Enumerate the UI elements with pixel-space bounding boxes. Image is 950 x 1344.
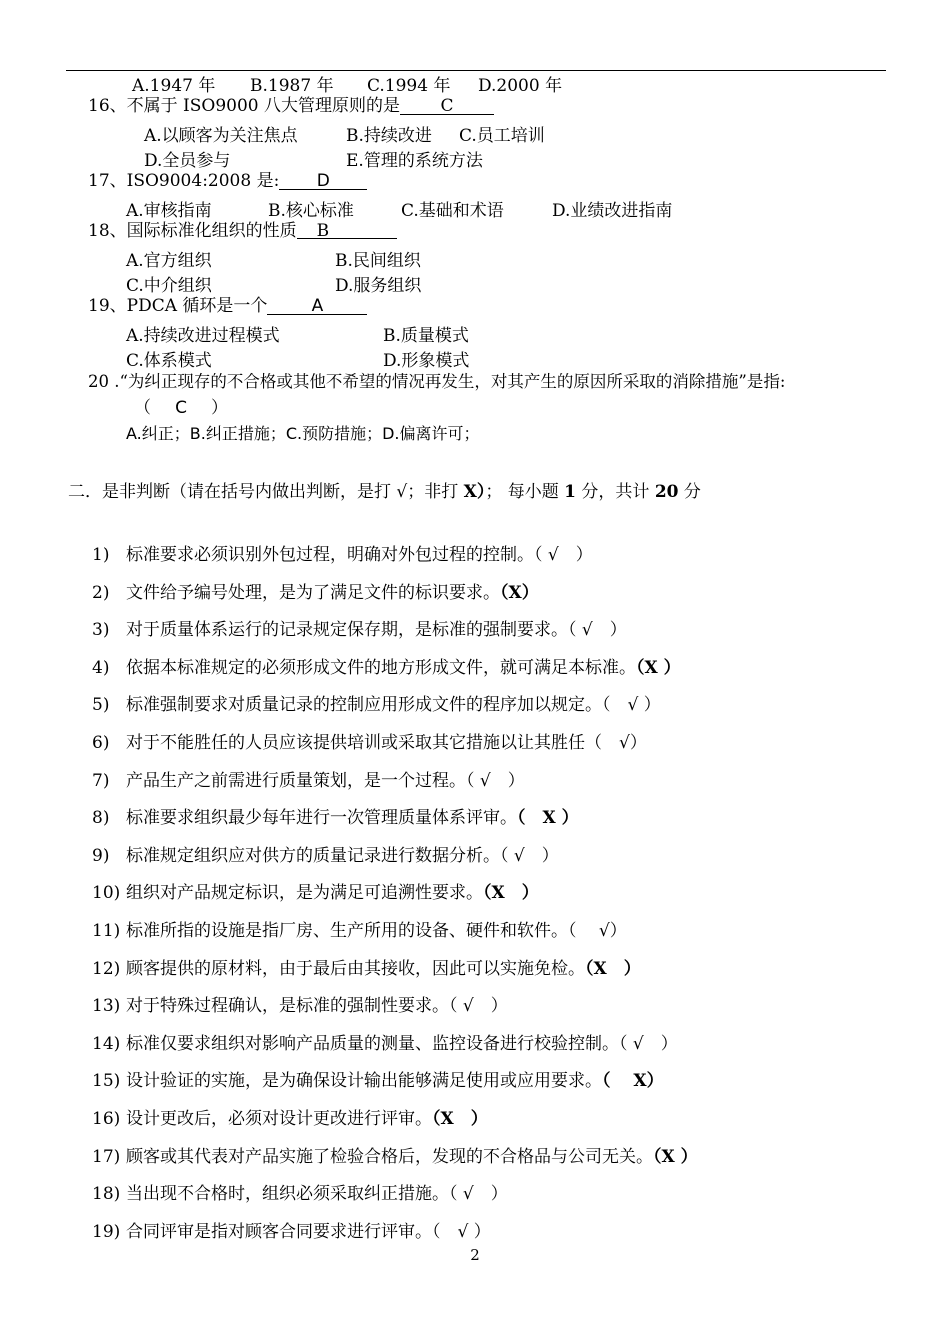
q15-option-b: B.1987 年 bbox=[250, 76, 334, 96]
judgment-number: 11) bbox=[92, 921, 121, 941]
judgment-text: 标准要求组织最少每年进行一次管理质量体系评审。 bbox=[126, 808, 517, 829]
q16-stem bbox=[88, 96, 494, 116]
judgment-number: 14) bbox=[92, 1033, 121, 1054]
q19-answer: A bbox=[267, 296, 367, 315]
section2-mid2: 分，共计 bbox=[576, 482, 655, 502]
q20-paren-open: （ bbox=[134, 398, 151, 418]
q18-stem-text: 18、国际标准化组织的性质 bbox=[88, 221, 297, 241]
judgment-item bbox=[92, 1184, 508, 1204]
judgment-number: 15) bbox=[92, 1071, 121, 1092]
judgment-text: 对于不能胜任的人员应该提供培训或采取其它措施以让其胜任 bbox=[126, 733, 585, 753]
q17-stem-text: 17、ISO9004:2008 是: bbox=[88, 171, 280, 191]
q16-option-c: C.员工培训 bbox=[459, 126, 545, 146]
judgment-item bbox=[92, 846, 559, 866]
q20-paren-close: ） bbox=[211, 398, 228, 418]
judgment-item bbox=[92, 771, 525, 791]
q18-stem bbox=[88, 221, 397, 241]
judgment-number: 10) bbox=[92, 883, 121, 904]
judgment-text: 文件给予编号处理，是为了满足文件的标识要求。 bbox=[126, 582, 500, 603]
judgment-text: 当出现不合格时，组织必须采取纠正措施。 bbox=[126, 1184, 449, 1205]
judgment-mark: （X ） bbox=[483, 883, 539, 904]
judgment-number: 12) bbox=[92, 958, 121, 979]
q16-answer: C bbox=[400, 96, 494, 115]
judgment-item bbox=[92, 695, 661, 715]
judgment-text: 对于质量体系运行的记录规定保存期，是标准的强制要求。 bbox=[126, 620, 568, 641]
q15-option-a: A.1947 年 bbox=[132, 76, 216, 96]
section2-heading bbox=[68, 482, 701, 502]
judgment-item bbox=[92, 1147, 698, 1167]
judgment-number: 16) bbox=[92, 1109, 121, 1129]
judgment-item bbox=[92, 808, 579, 828]
judgment-mark: （ √ ） bbox=[449, 1184, 508, 1205]
judgment-text: 设计验证的实施，是为确保设计输出能够满足使用或应用要求。 bbox=[126, 1071, 602, 1092]
judgment-mark: （ √） bbox=[568, 921, 627, 941]
judgment-number: 8) bbox=[92, 808, 110, 829]
judgment-number: 13) bbox=[92, 996, 121, 1017]
judgment-item bbox=[92, 1034, 678, 1054]
section2-prefix: 二．是非判断（请在括号内做出判断，是打 √；非打 bbox=[68, 482, 464, 502]
judgment-text: 标准规定组织应对供方的质量记录进行数据分析。 bbox=[126, 845, 500, 866]
judgment-mark: （ √ ） bbox=[500, 845, 559, 866]
judgment-mark: （ √ ） bbox=[602, 695, 661, 716]
judgment-item bbox=[92, 1071, 664, 1091]
section2-mid: ； 每小题 bbox=[485, 482, 565, 502]
judgment-mark: （ √） bbox=[585, 733, 647, 753]
judgment-number: 6) bbox=[92, 733, 110, 753]
judgment-mark: （ √ ） bbox=[449, 996, 508, 1017]
judgment-mark: （X ） bbox=[636, 657, 681, 678]
judgment-number: 19) bbox=[92, 1221, 121, 1242]
judgment-item bbox=[92, 545, 593, 565]
q18-option-c: C.中介组织 bbox=[126, 276, 212, 296]
judgment-number: 18) bbox=[92, 1184, 121, 1205]
q16-option-e: E.管理的系统方法 bbox=[346, 151, 483, 171]
q20-stem: 20 .“为纠正现存的不合格或其他不希望的情况再发生，对其产生的原因所采取的消除措施”是指: bbox=[88, 372, 786, 391]
judgment-text: 对于特殊过程确认，是标准的强制性要求。 bbox=[126, 996, 449, 1017]
section2-score-each: 1 bbox=[564, 482, 576, 502]
q17-option-b: B.核心标准 bbox=[268, 201, 354, 221]
judgment-mark: （ √ ） bbox=[432, 1221, 491, 1242]
judgment-item bbox=[92, 921, 627, 941]
q16-option-a: A.以顾客为关注焦点 bbox=[144, 126, 298, 146]
q20-answer-line bbox=[134, 398, 228, 418]
judgment-mark: （ X ） bbox=[517, 808, 579, 829]
judgment-number: 3) bbox=[92, 620, 110, 641]
judgment-text: 标准强制要求对质量记录的控制应用形成文件的程序加以规定。 bbox=[126, 695, 602, 716]
judgment-text: 标准所指的设施是指厂房、生产所用的设备、硬件和软件。 bbox=[126, 921, 568, 941]
q19-stem bbox=[88, 296, 367, 316]
q18-answer: B bbox=[297, 221, 397, 239]
page-number: 2 bbox=[470, 1246, 480, 1264]
judgment-mark: （ √ ） bbox=[466, 770, 525, 791]
judgment-text: 顾客或其代表对产品实施了检验合格后，发现的不合格品与公司无关。 bbox=[126, 1146, 653, 1167]
judgment-mark: （X ） bbox=[653, 1146, 698, 1167]
judgment-text: 产品生产之前需进行质量策划，是一个过程。 bbox=[126, 770, 466, 791]
q18-option-d: D.服务组织 bbox=[335, 276, 422, 296]
q17-answer: D bbox=[279, 171, 367, 190]
judgment-mark: （ X） bbox=[602, 1071, 664, 1092]
judgment-item bbox=[92, 583, 539, 603]
q19-option-a: A.持续改进过程模式 bbox=[126, 326, 280, 346]
judgment-item bbox=[92, 620, 627, 640]
judgment-mark: （ √ ） bbox=[619, 1033, 678, 1054]
q15-option-d: D.2000 年 bbox=[478, 76, 563, 96]
judgment-item bbox=[92, 1109, 488, 1129]
judgment-number: 9) bbox=[92, 845, 110, 866]
judgment-text: 合同评审是指对顾客合同要求进行评审。 bbox=[126, 1221, 432, 1242]
judgment-item bbox=[92, 959, 641, 979]
judgment-number: 7) bbox=[92, 770, 110, 791]
judgment-mark: （X ） bbox=[585, 958, 641, 979]
judgment-text: 设计更改后，必须对设计更改进行评审。 bbox=[126, 1109, 432, 1129]
q16-option-d: D.全员参与 bbox=[144, 151, 231, 171]
judgment-item bbox=[92, 733, 647, 753]
q19-option-b: B.质量模式 bbox=[383, 326, 469, 346]
judgment-text: 标准仅要求组织对影响产品质量的测量、监控设备进行校验控制。 bbox=[126, 1033, 619, 1054]
judgment-item bbox=[92, 996, 508, 1016]
section2-suffix: 分 bbox=[678, 482, 701, 502]
judgment-text: 依据本标准规定的必须形成文件的地方形成文件，就可满足本标准。 bbox=[126, 657, 636, 678]
q16-stem-text: 16、不属于 ISO9000 八大管理原则的是 bbox=[88, 96, 401, 116]
q17-option-d: D.业绩改进指南 bbox=[552, 201, 673, 221]
judgment-number: 5) bbox=[92, 695, 110, 716]
judgment-number: 1) bbox=[92, 545, 110, 565]
q17-option-a: A.审核指南 bbox=[126, 201, 212, 221]
section2-x-mark: X） bbox=[463, 482, 486, 502]
q15-option-c: C.1994 年 bbox=[367, 76, 451, 96]
judgment-mark: （ √ ） bbox=[534, 545, 593, 565]
q19-option-d: D.形象模式 bbox=[383, 351, 470, 371]
q16-option-b: B.持续改进 bbox=[346, 126, 432, 146]
judgment-number: 2) bbox=[92, 582, 110, 603]
judgment-item bbox=[92, 658, 681, 678]
q18-option-a: A.官方组织 bbox=[126, 251, 212, 271]
judgment-item bbox=[92, 883, 539, 903]
judgment-item bbox=[92, 1222, 491, 1242]
q19-option-c: C.体系模式 bbox=[126, 351, 212, 371]
q20-answer: C bbox=[175, 398, 187, 418]
q17-option-c: C.基础和术语 bbox=[401, 201, 504, 221]
section2-score-total: 20 bbox=[654, 482, 679, 502]
judgment-number: 17) bbox=[92, 1146, 121, 1167]
judgment-number: 4) bbox=[92, 657, 110, 678]
judgment-mark: （X） bbox=[500, 582, 539, 603]
q20-options: A.纠正；B.纠正措施；C.预防措施；D.偏离许可； bbox=[126, 424, 480, 443]
judgment-mark: （X ） bbox=[432, 1109, 488, 1129]
q17-stem bbox=[88, 171, 367, 191]
judgment-text: 组织对产品规定标识，是为满足可追溯性要求。 bbox=[126, 883, 483, 904]
q18-option-b: B.民间组织 bbox=[335, 251, 421, 271]
judgment-mark: （ √ ） bbox=[568, 620, 627, 641]
judgment-text: 顾客提供的原材料，由于最后由其接收，因此可以实施免检。 bbox=[126, 958, 585, 979]
q19-stem-text: 19、PDCA 循环是一个 bbox=[88, 296, 268, 316]
judgment-text: 标准要求必须识别外包过程，明确对外包过程的控制。 bbox=[126, 545, 534, 565]
